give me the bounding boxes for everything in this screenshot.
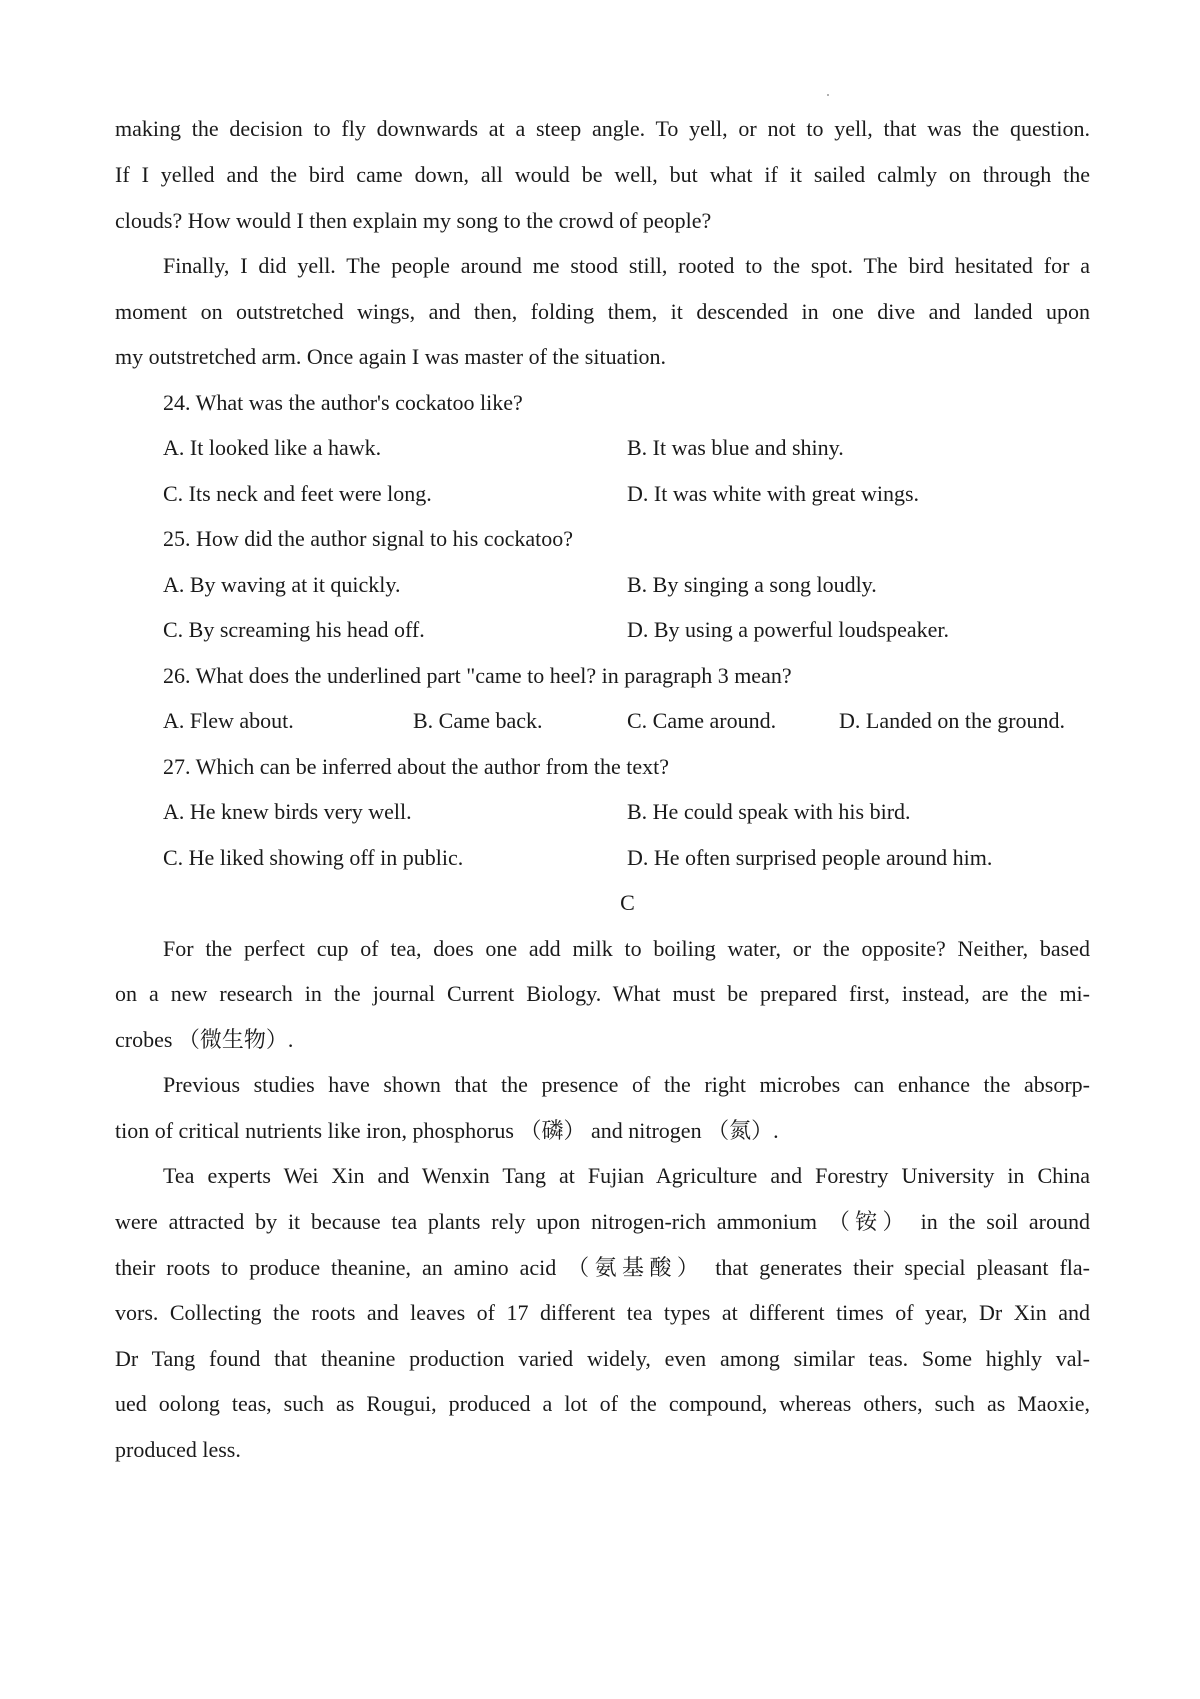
option-b: B. It was blue and shiny. bbox=[627, 435, 844, 460]
passage-line: moment on outstretched wings, and then, folding them, it descended in one dive and landed upon bbox=[115, 299, 1090, 324]
scan-speck bbox=[827, 94, 829, 96]
option-a: A. Flew about. bbox=[163, 708, 294, 733]
option-b: B. By singing a song loudly. bbox=[627, 572, 877, 597]
question-stem: 24. What was the author's cockatoo like? bbox=[163, 390, 523, 415]
passage-line: Tea experts Wei Xin and Wenxin Tang at Fujian Agriculture and Forestry University in China bbox=[163, 1163, 1090, 1188]
passage-line: Finally, I did yell. The people around me stood still, rooted to the spot. The bird hesitated for a bbox=[163, 253, 1090, 278]
passage-line: crobes （微生物）. bbox=[115, 1027, 294, 1052]
option-c: C. Came around. bbox=[627, 708, 777, 733]
option-a: A. It looked like a hawk. bbox=[163, 435, 382, 460]
passage-line: their roots to produce theanine, an amino acid （氨基酸） that generates their special pleasant fla- bbox=[115, 1255, 1090, 1280]
option-d: D. It was white with great wings. bbox=[627, 481, 920, 506]
section-heading: C bbox=[620, 890, 635, 915]
passage-line: produced less. bbox=[115, 1437, 241, 1462]
option-d: D. By using a powerful loudspeaker. bbox=[627, 617, 949, 642]
passage-line: For the perfect cup of tea, does one add milk to boiling water, or the opposite? Neither, based bbox=[163, 936, 1090, 961]
passage-line: Previous studies have shown that the presence of the right microbes can enhance the absorp- bbox=[163, 1072, 1090, 1097]
passage-line: my outstretched arm. Once again I was master of the situation. bbox=[115, 344, 667, 369]
passage-line: were attracted by it because tea plants rely upon nitrogen-rich ammonium （铵） in the soil around bbox=[115, 1209, 1090, 1234]
option-c: C. By screaming his head off. bbox=[163, 617, 425, 642]
passage-line: tion of critical nutrients like iron, phosphorus （磷） and nitrogen （氮）. bbox=[115, 1118, 779, 1143]
question-stem: 26. What does the underlined part "came to heel? in paragraph 3 mean? bbox=[163, 663, 792, 688]
option-b: B. He could speak with his bird. bbox=[627, 799, 911, 824]
passage-line: on a new research in the journal Current Biology. What must be prepared first, instead, are the mi- bbox=[115, 981, 1090, 1006]
question-stem: 27. Which can be inferred about the author from the text? bbox=[163, 754, 670, 779]
passage-line: clouds? How would I then explain my song to the crowd of people? bbox=[115, 208, 712, 233]
passage-line: Dr Tang found that theanine production varied widely, even among similar teas. Some highly val- bbox=[115, 1346, 1090, 1371]
option-d: D. He often surprised people around him. bbox=[627, 845, 993, 870]
passage-line: vors. Collecting the roots and leaves of 17 different tea types at different times of year, Dr Xin and bbox=[115, 1300, 1090, 1325]
passage-line: ued oolong teas, such as Rougui, produced a lot of the compound, whereas others, such as Maoxie, bbox=[115, 1391, 1090, 1416]
option-b: B. Came back. bbox=[413, 708, 543, 733]
passage-line: making the decision to fly downwards at a steep angle. To yell, or not to yell, that was the question. bbox=[115, 116, 1090, 141]
option-c: C. Its neck and feet were long. bbox=[163, 481, 432, 506]
option-c: C. He liked showing off in public. bbox=[163, 845, 464, 870]
passage-line: If I yelled and the bird came down, all would be well, but what if it sailed calmly on through the bbox=[115, 162, 1090, 187]
question-stem: 25. How did the author signal to his cockatoo? bbox=[163, 526, 573, 551]
option-a: A. By waving at it quickly. bbox=[163, 572, 401, 597]
option-a: A. He knew birds very well. bbox=[163, 799, 412, 824]
option-d: D. Landed on the ground. bbox=[839, 708, 1066, 733]
